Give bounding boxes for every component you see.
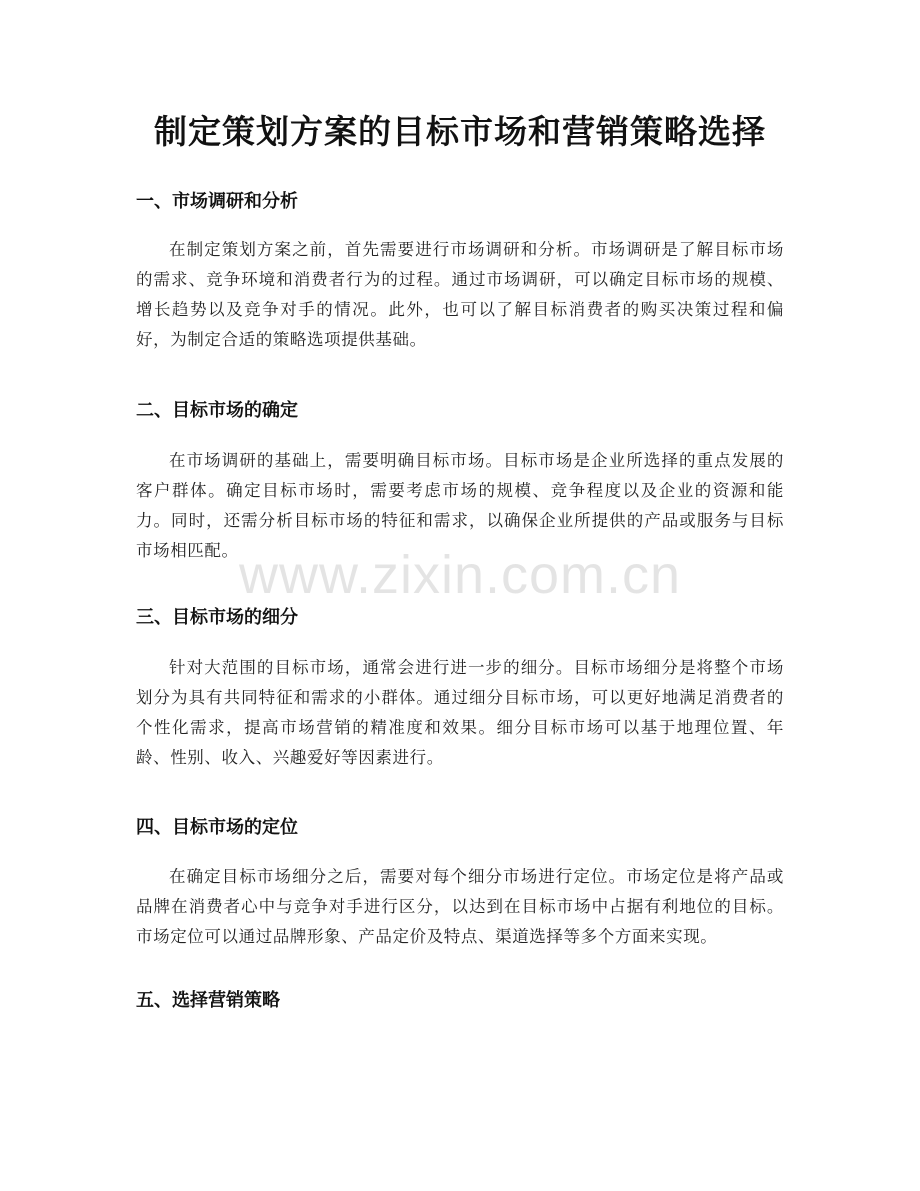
section-heading-1: 一、市场调研和分析 — [136, 191, 298, 212]
section-body-4: 在确定目标市场细分之后，需要对每个细分市场进行定位。市场定位是将产品或品牌在消费者心中与竞争对手进行区分，以达到在目标市场中占据有利地位的目标。市场定位可以通过品牌形象、产品定价及特点、渠道选择等多个方面来实现。 — [136, 867, 784, 946]
watermark: www.zixin.com.cn — [238, 545, 682, 605]
section-body-3: 针对大范围的目标市场，通常会进行进一步的细分。目标市场细分是将整个市场划分为具有共同特征和需求的小群体。通过细分目标市场，可以更好地满足消费者的个性化需求，提高市场营销的精准度和效果。细分目标市场可以基于地理位置、年龄、性别、收入、兴趣爱好等因素进行。 — [136, 658, 784, 767]
section-body-1: 在制定策划方案之前，首先需要进行市场调研和分析。市场调研是了解目标市场的需求、竞争环境和消费者行为的过程。通过市场调研，可以确定目标市场的规模、增长趋势以及竞争对手的情况。此外，也可以了解目标消费者的购买决策过程和偏好，为制定合适的策略选项提供基础。 — [136, 240, 784, 349]
section-heading-5: 五、选择营销策略 — [136, 990, 280, 1011]
section-heading-2: 二、目标市场的确定 — [136, 400, 298, 421]
section-heading-4: 四、目标市场的定位 — [136, 817, 298, 838]
page-title: 制定策划方案的目标市场和营销策略选择 — [154, 112, 766, 151]
section-heading-3: 三、目标市场的细分 — [136, 607, 298, 628]
section-body-2: 在市场调研的基础上，需要明确目标市场。目标市场是企业所选择的重点发展的客户群体。确定目标市场时，需要考虑市场的规模、竞争程度以及企业的资源和能力。同时，还需分析目标市场的特征和需求，以确保企业所提供的产品或服务与目标市场相匹配。 — [136, 451, 784, 560]
